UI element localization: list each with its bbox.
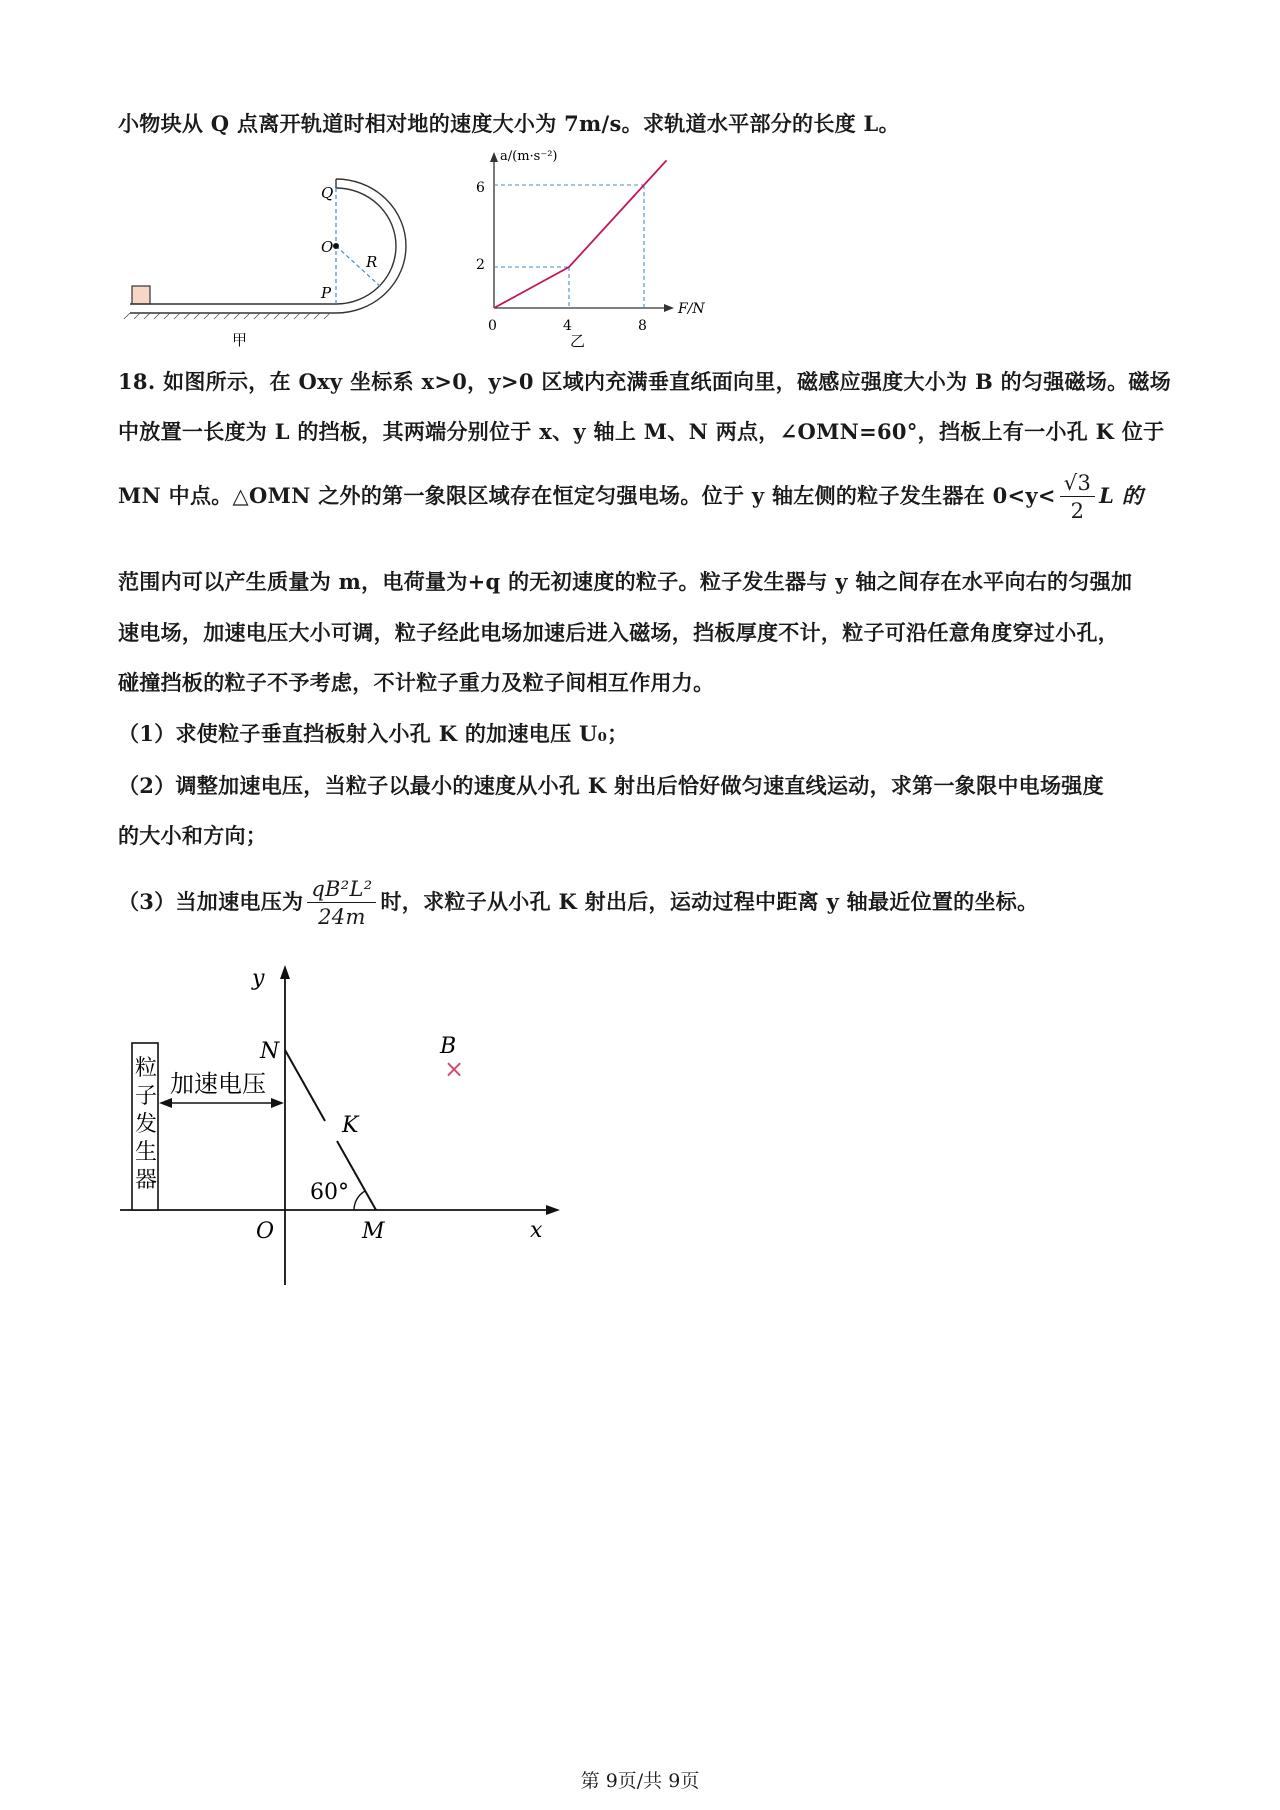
q18-p4: 范围内可以产生质量为 m，电荷量为+q 的无初速度的粒子。粒子发生器与 y 轴之间存在水平向右的匀强加: [118, 569, 1133, 594]
figure-jia: [110, 160, 430, 360]
q18-p5: 速电场，加速电压大小可调，粒子经此电场加速后进入磁场，挡板厚度不计，粒子可沿任意角度穿过小孔，: [118, 620, 1120, 645]
figure-q18: [110, 955, 570, 1295]
q18-p2: 中放置一长度为 L 的挡板，其两端分别位于 x、y 轴上 M、N 两点，∠OMN=60°，挡板上有一小孔 K 位于: [118, 419, 1165, 444]
q18-s3a: （3）当加速电压为: [118, 889, 304, 914]
label-o: O: [256, 1219, 275, 1244]
q18-sub-2a: （2）调整加速电压，当粒子以最小的速度从小孔 K 射出后恰好做匀速直线运动，求第一象限中电场强度: [118, 773, 1104, 798]
fraction-sqrt3-over-2: $\frac{√3}{2}$: [1060, 470, 1095, 525]
generator-char-2: 子: [135, 1084, 158, 1109]
plate-upper: [285, 1050, 325, 1121]
generator-char-1: 粒: [135, 1056, 158, 1081]
intro-line: 小物块从 Q 点离开轨道时相对地的速度大小为 7m/s。求轨道水平部分的长度 L。: [118, 111, 900, 136]
generator-char-5: 器: [135, 1168, 158, 1193]
q18-line-1: [118, 366, 1171, 396]
label-o: O: [321, 238, 334, 256]
accel-arrow-left: [159, 1098, 172, 1108]
x-tick-8: 8: [638, 318, 647, 334]
label-n: N: [260, 1039, 280, 1064]
caption-jia: 甲: [232, 331, 248, 349]
caption-yi: 乙: [570, 332, 586, 348]
x-tick-0: 0: [488, 318, 497, 334]
label-x: x: [530, 1218, 543, 1243]
label-r: R: [366, 253, 378, 271]
fraction-voltage: $\frac{\text{qB²L²}}{24m}$: [307, 876, 376, 931]
generator-char-4: 生: [135, 1140, 158, 1165]
angle-arc: [354, 1191, 365, 1210]
x-tick-4: 4: [563, 318, 572, 334]
y-axis-arrow: [490, 152, 498, 162]
label-p: P: [321, 284, 332, 302]
label-q: Q: [321, 184, 334, 202]
accel-arrow-right: [271, 1098, 284, 1108]
x-axis-arrow: [664, 304, 674, 312]
page-footer: 第 9页/共 9页: [580, 1770, 700, 1792]
figure-yi-chart: [460, 148, 720, 348]
q18-p1: 如图所示，在 Oxy 坐标系 x>0，y>0 区域内充满垂直纸面向里，磁感应强度大小为 B 的匀强磁场。磁场: [163, 369, 1172, 394]
q18-p3a: MN 中点。△OMN 之外的第一象限区域存在恒定匀强电场。位于 y 轴左侧的粒子发生器在 0<y<: [118, 483, 1056, 508]
series-line-0: [494, 160, 667, 308]
q18-sub-2b: 的大小和方向；: [118, 823, 268, 848]
magnetic-field-cross-icon: ×: [444, 1055, 465, 1083]
label-m: M: [362, 1219, 385, 1244]
y-tick-6: 6: [476, 180, 485, 196]
q18-line-3: [118, 470, 1143, 525]
label-angle: 60°: [310, 1180, 349, 1205]
accel-voltage-label: 加速电压: [170, 1070, 266, 1098]
y-axis-label: a/(m·s⁻²): [500, 149, 558, 164]
y-tick-2: 2: [476, 257, 485, 273]
label-b: B: [440, 1034, 457, 1059]
y-axis-arrow: [280, 965, 290, 979]
q18-p3b: L 的: [1099, 483, 1144, 508]
q18-s3b: 时，求粒子从小孔 K 射出后，运动过程中距离 y 轴最近位置的坐标。: [380, 889, 1039, 914]
x-axis-label: F/N: [678, 301, 705, 317]
q18-number: 18.: [118, 369, 156, 394]
label-k: K: [342, 1113, 359, 1138]
x-axis-arrow: [546, 1205, 560, 1215]
q18-sub-3: [118, 876, 1038, 931]
q18-p6: 碰撞挡板的粒子不予考虑，不计粒子重力及粒子间相互作用力。: [118, 670, 715, 695]
label-y: y: [252, 966, 265, 991]
q18-sub-1: （1）求使粒子垂直挡板射入小孔 K 的加速电压 U₀；: [118, 721, 629, 746]
generator-char-3: 发: [135, 1112, 158, 1137]
